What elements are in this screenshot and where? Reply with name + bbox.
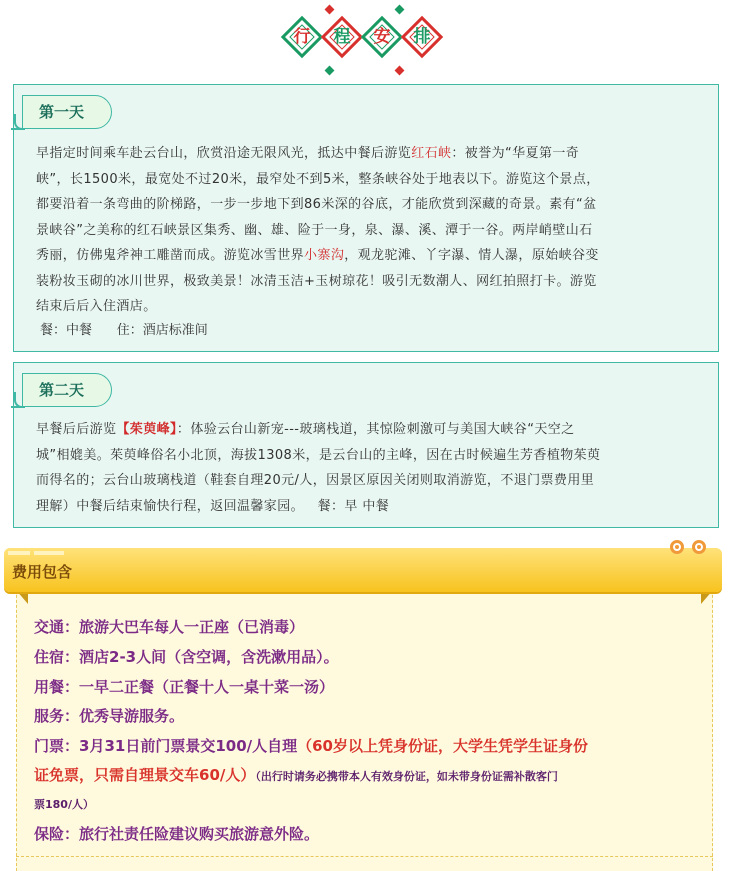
fee-tickets-cont: 证免票，只需自理景交车60/人）（出行时请务必携带本人有效身份证，如未带身份证需补散客门	[34, 766, 558, 784]
day1-line-1: 早指定时间乘车赴云台山，欣赏沿途无限风光，抵达中餐后游览红石峡：被誉为“华夏第一奇	[36, 146, 580, 161]
day2-line-4: 理解）中餐后结束愉快行程，返回温馨家园。 餐：早 中餐	[36, 498, 390, 514]
day2-line-2: 城”相媲美。茱萸峰俗名小北顶，海拔1308米，是云台山的主峰，因在古时候遍生芳香植物茱萸	[36, 447, 601, 463]
day1-description	[36, 141, 704, 320]
day2-tag: 第二天	[22, 373, 112, 407]
fee-tickets: 门票：3月31日前门票景交100/人自理（60岁以上凭身份证，大学生凭学生证身份	[34, 737, 589, 755]
eye-right	[692, 540, 706, 554]
itinerary-header	[0, 0, 729, 84]
top-deco-red	[325, 5, 335, 15]
header-char-2: 程	[333, 27, 351, 47]
banner-fold-left	[16, 590, 28, 604]
day1-line-7: 结束后后入住酒店。	[36, 299, 157, 314]
top-deco-green	[395, 5, 405, 15]
fee-accommodation: 住宿：酒店2-3人间（含空调，含洗漱用品）。	[34, 648, 339, 666]
header-char-1: 行	[293, 27, 311, 47]
day1-line-6: 装粉妆玉砌的冰川世界，极致美景！冰清玉洁+玉树琼花！吸引无数潮人、网红拍照打卡。游览	[36, 273, 597, 289]
day1-line-5: 秀丽，仿佛鬼斧神工雕凿而成。游览冰雪世界小寨沟，观龙驼滩、丫字瀑、情人瀑，原始峡谷变	[36, 248, 599, 263]
day1-line-2: 峡”，长1500米，最宽处不过20米，最窄处不到5米，整条峡谷处于地表以下。游览这个景点，	[36, 171, 600, 187]
fee-bottom-border	[16, 856, 713, 857]
day1-tag: 第一天	[22, 95, 112, 129]
banner-tab-2	[34, 551, 64, 555]
day2-line-1: 早餐后后游览【茱萸峰】：体验云台山新宠---玻璃栈道，其惊险刺激可与美国大峡谷“天空之	[36, 422, 575, 437]
fee-tickets-note: 票180/人）	[34, 798, 94, 811]
banner-fold-right	[701, 590, 713, 604]
xiaozhaigou-highlight: 小寨沟	[304, 248, 345, 263]
eye-left	[670, 540, 684, 554]
day2-line-3: 而得名的；云台山玻璃栈道（鞋套自理20元/人，因景区原因关闭则取消游览，不退门票费用里	[36, 473, 595, 488]
fee-transport: 交通：旅游大巴车每人一正座（已消毒）	[34, 618, 305, 636]
day1-line-3: 都要沿着一条弯曲的阶梯路，一步一步地下到86米深的谷底，才能欣赏到深藏的奇景。素有“盆	[36, 197, 597, 212]
day1-line-4: 景峡谷”之美称的红石峡景区集秀、幽、雄、险于一身，泉、瀑、溪、潭于一谷。两岸峭壁山石	[36, 222, 593, 238]
day2-panel	[13, 362, 719, 528]
zhuyufeng-highlight: 【茱萸峰】	[116, 422, 177, 437]
day1-meal-info: 餐：中餐 住：酒店标准间	[40, 323, 208, 338]
fee-insurance: 保险：旅行社责任险建议购买旅游意外险。	[34, 825, 320, 843]
bottom-deco-green	[325, 66, 335, 76]
banner-tab-1	[8, 551, 30, 555]
fee-banner	[4, 548, 722, 592]
hongshixia-highlight: 红石峡	[411, 146, 452, 161]
fee-service: 服务：优秀导游服务。	[34, 707, 185, 725]
fee-meals: 用餐：一早二正餐（正餐十人一桌十菜一汤）	[34, 678, 335, 696]
header-char-3: 安	[373, 27, 391, 47]
header-char-4: 排	[413, 27, 431, 47]
bottom-deco-red	[395, 66, 405, 76]
day1-panel	[13, 84, 719, 352]
fee-title: 费用包含	[12, 563, 73, 581]
day2-description	[36, 417, 704, 519]
